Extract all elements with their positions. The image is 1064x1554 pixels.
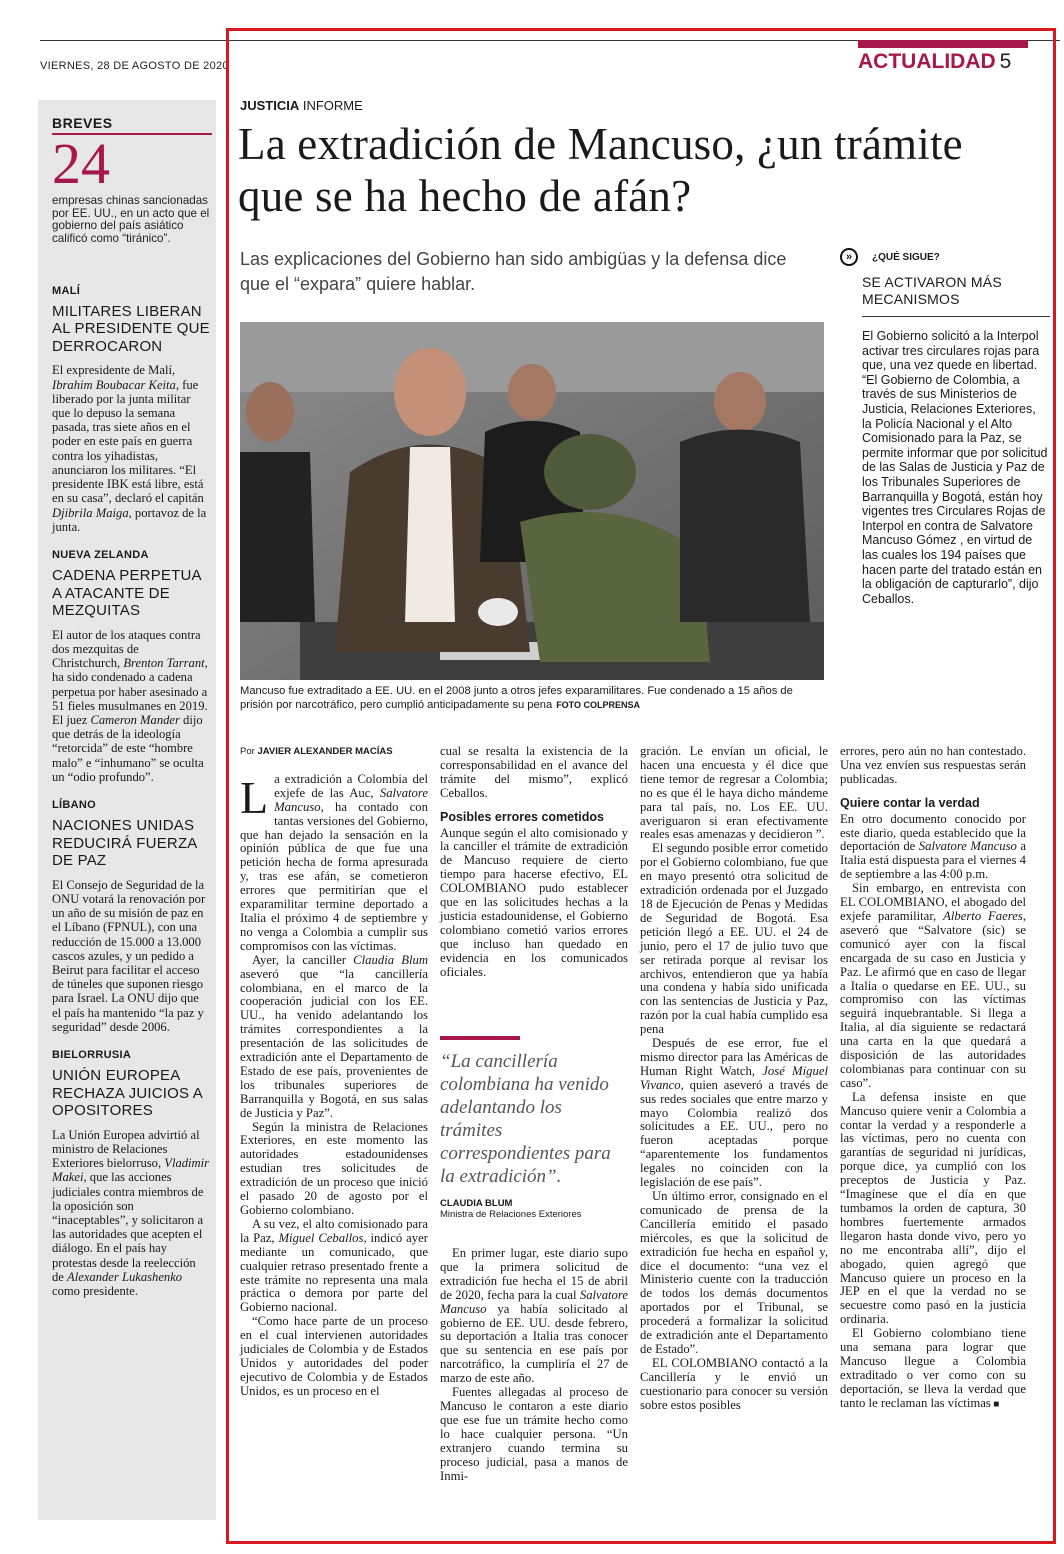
brief-headline: CADENA PERPETUA A ATACANTE DE MEZQUITAS — [52, 567, 201, 620]
paragraph: El Gobierno colombiano tiene una semana para lograr que Mancuso llegue a Colombia extraditado o ver como con su deportación, se lleva la verdad que tanto le reclaman las víctimas ■ — [840, 1326, 1026, 1410]
sidebar-items — [52, 284, 210, 1299]
paragraph: “Como hace parte de un proceso en el cual intervienen autoridades judiciales de Colombia y de Estados Unidos y autoridades del poder ejecutivo de Colombia y de Estados Unidos, es un proceso en el — [240, 1314, 428, 1398]
subhead-truth: Quiere contar la verdad — [840, 795, 980, 810]
byline-name: JAVIER ALEXANDER MACÍAS — [257, 746, 393, 757]
paragraph: El segundo posible error cometido por el Gobierno colombiano, fue que en mayo presentó otra solicitud de extradición ordenada por el Juzgado 18 de Ejecución de Penas y Medidas de Seguridad de Bogotá. Esa petición llegó a EE. UU. el 24 de junio, pero el 17 de julio tuvo que ser retirada porque al revisar los archivos, entendieron que ya había una condena y había sido unificada con las sentencias de Justicia y Paz, razón por la cual había cumplido esa pena — [640, 841, 828, 1037]
column-2-body: Aunque según el alto comisionado y la canciller el trámite de extradición de Mancuso requiere de cierto tiempo para hacerse efectivo, EL COLOMBIANO pudo establecer que en las solicitudes hechas a la justicia estadounidense, el Gobierno colombiano cometió varios errores que incluso han quedado en evidencia en los comunicados oficiales. — [440, 825, 628, 979]
byline-prefix: Por — [240, 746, 255, 757]
paragraph: EL COLOMBIANO contactó a la Cancillería y le envió un cuestionario para conocer su versión sobre estos posibles — [640, 1355, 828, 1412]
brief-headline: UNIÓN EUROPEA RECHAZA JUICIOS A OPOSITORES — [52, 1067, 203, 1120]
kicker-rest: INFORME — [302, 98, 363, 113]
double-chevron-right-icon: » — [840, 248, 858, 266]
subhead-errors: Posibles errores cometidos — [440, 809, 604, 824]
big-number-text: empresas chinas sancionadas por EE. UU., en un acto que el gobierno del país asiático calificó como “tiránico”. — [52, 194, 210, 246]
paragraph: En otro documento conocido por este diario, queda establecido que la deportación de Salvatore Mancuso a Italia está dispuesta para el viernes 4 de septiembre a las 4:00 p.m. — [840, 811, 1027, 882]
brief-kicker: BIELORRUSIA — [52, 1048, 132, 1061]
paragraph: La extradición a Colombia del exjefe de las Auc, Salvatore Mancuso, ha contado con tantas versiones del Gobierno, que han dejado la sensación en la opinión pública de que fue una petición hecha de forma apresurada y, tras ese afán, se cometieron errores que permitirían que el exparamilitar termine deportado a Italia el próximo 4 de septiembre y no venga a Colombia a cumplir sus compromisos con las víctimas. — [240, 771, 428, 953]
paragraph: Según la ministra de Relaciones Exteriores, en este momento las autoridades estadounidenses estudian tres solicitudes de extradición de un proceso que inició el pasado 20 de agosto por el Gobierno colombiano. — [240, 1119, 428, 1217]
column-4-top: errores, pero aún no han contestado. Una vez envíen sus respuestas serán publicadas. — [840, 744, 1026, 786]
kicker-bold: JUSTICIA — [240, 98, 300, 113]
big-number: 24 — [52, 131, 110, 197]
paragraph: Ayer, la canciller Claudia Blum aseveró que “la cancillería colombiana, en el marco de la cooperación judicial con los EE. UU., ha venido adelantando los trámites correspondientes a la presentación de las solicitudes de extradición ante el Departamento de Estado de ese país, provenientes de los tribunales superiores de Barranquilla y Bogotá, en sus salas de Justicia y Paz”. — [240, 952, 429, 1120]
issue-date: VIERNES, 28 DE AGOSTO DE 2020 — [40, 60, 229, 72]
pull-quote-name: CLAUDIA BLUM — [440, 1198, 513, 1209]
brief-kicker: LÍBANO — [52, 798, 96, 811]
brief-body: El autor de los ataques contra dos mezquitas de Christchurch, Brenton Tarrant, ha sido condenado a cadena perpetua por haber asesinado a 51 fieles musulmanes en 2019. El juez Cameron Mander dijo que detrás de la ideología “retorcida” de este “hombre malo” e “inhumano” se oculta un “odio profundo”. — [52, 627, 208, 784]
box-body: El Gobierno solicitó a la Interpol activar tres circulares rojas para que, una vez quede en libertad. “El Gobierno de Colombia, a través de sus Ministerios de Justicia, Relaciones Exteriores, la Policía Nacional y el Alto Comisionado para la Paz, se permite informar que por solicitud de las Salas de Justicia y Paz de los Tribunales Superiores de Barranquilla y Bogotá, están hoy vigentes tres Circulares Rojas de Interpol en contra de Salvatore Mancuso Gómez , en virtud de las cuales los 194 países que hacen parte del tratado están en la obligación de capturarlo”, dijo Ceballos. — [862, 329, 1048, 606]
paragraph: La defensa insiste en que Mancuso quiere venir a Colombia a contar la verdad y a responderle a las víctimas, pero no cuenta con garantías de seguridad ni jurídicas, porque dice, ya cumplió con los preceptos de Justicia y Paz. “Imagínese que el día en que tumbamos la orden de captura, 30 hombres fuertemente armados llegaron hasta donde vivo, pero yo no me encontraba allí”, dijo el abogado, quien agregó que Mancuso quiere un proceso en la JEP en el que la verdad no se secuestre como pasó en la justicia ordinaria. — [840, 1089, 1026, 1327]
caption-text: Mancuso fue extraditado a EE. UU. en el 2008 junto a otros jefes exparamilitares. Fue condenado a 15 años de prisión por narcotráfico, pero cumplió anticipadamente su pena — [240, 685, 793, 711]
sidebar-brief — [52, 548, 210, 784]
brief-body: La Unión Europea advirtió al ministro de Relaciones Exteriores bielorruso, Vladimir Makei, que las acciones judiciales contra miembros de la oposición son “inaceptables”, y solicitaron a las autoridades que acepten el diálogo. En el país hay protestas desde la reelección de Alexander Lukashenko como presidente. — [52, 1127, 210, 1298]
box-kicker: ¿QUÉ SIGUE? — [872, 251, 940, 263]
paragraph: Después de ese error, fue el mismo director para las Américas de Human Right Watch, José Miguel Vivanco, quien aseveró a través de sus redes sociales que entre marzo y mayo Colombia realizó dos solicitudes a EE. UU., pero no fueron aceptadas porque “aparentemente los fundamentos legales no coinciden con la legislación de ese país”. — [640, 1036, 828, 1190]
end-mark: ■ — [990, 1398, 1000, 1410]
sidebar-brief — [52, 798, 210, 1034]
photo-credit: FOTO COLPRENSA — [556, 700, 641, 710]
brief-body: El expresidente de Malí, Ibrahim Boubacar Keita, fue liberado por la junta militar que lo depuso la semana pasada, tras siete años en el poder en este país en guerra contra los yihadistas, anunciaron los militares. “El presidente IBK está libre, está en su casa”, declaró el capitán Djibrila Maiga, portavoz de la junta. — [52, 363, 207, 534]
paragraph: A su vez, el alto comisionado para la Paz, Miguel Ceballos, indicó ayer mediante un comunicado, que cualquier retraso presentado frente a este trámite no representa una mala práctica o demora por parte del Gobierno nacional. — [240, 1216, 428, 1315]
box-headline: SE ACTIVARON MÁS MECANISMOS — [862, 274, 1002, 307]
brief-headline: MILITARES LIBERAN AL PRESIDENTE QUE DERROCARON — [52, 302, 210, 355]
article-deck: Las explicaciones del Gobierno han sido ambigüas y la defensa dice que el “expara” quiere hablar. — [240, 249, 787, 294]
article-headline: La extradición de Mancuso, ¿un trámite que se ha hecho de afán? — [238, 119, 963, 221]
breves-title: BREVES — [52, 115, 113, 131]
brief-headline: NACIONES UNIDAS REDUCIRÁ FUERZA DE PAZ — [52, 817, 197, 870]
brief-kicker: MALÍ — [52, 284, 81, 297]
highlight-frame — [226, 28, 1056, 1544]
breves-sidebar — [52, 116, 210, 1298]
drop-cap: L — [240, 771, 269, 823]
paragraph: gración. Le envían un oficial, le hacen una encuesta y él dice que tiene temor de regresar a Colombia; no es que él le haya dicho mándeme para tal país, no. Los EE. UU. averiguaron si eran efectivamente reales esas amenazas y decidieron ”. — [640, 744, 828, 842]
paragraph: Fuentes allegadas al proceso de Mancuso le contaron a este diario que ese fue un trámite hecho como lo hace cualquier persona. “Un extranjero cuando termina su proceso judicial, pasa a manos de Inmi- — [440, 1385, 628, 1483]
sidebar-brief — [52, 284, 210, 534]
section-name: ACTUALIDAD — [858, 50, 996, 73]
brief-kicker: NUEVA ZELANDA — [52, 548, 149, 561]
pull-quote-role: Ministra de Relaciones Exteriores — [440, 1209, 582, 1220]
paragraph: En primer lugar, este diario supo que la primera solicitud de extradición fue hecha el 15 de abril de 2020, fecha para la cual Salvatore Mancuso ya había solicitado al gobierno de EE. UU. desde febrero, su deportación a Italia tras conocer que su sentencia en ese país por narcotráfico, la cumpliría el 27 de marzo de este año. — [440, 1246, 628, 1386]
sidebar-brief — [52, 1048, 210, 1298]
brief-body: El Consejo de Seguridad de la ONU votará la renovación por un año de su misión de paz en el Líbano (FPNUL), con una reducción de 15.000 a 13.000 cascos azules, y un pedido a Beirut para facilitar el acceso de túneles que suponen riesgo para Israel. La ONU dijo que el país ha mantenido “la paz y seguridad” desde 2006. — [52, 877, 206, 1034]
paragraph: Un último error, consignado en el comunicado de prensa de la Cancillería emitido el pasado miércoles, es que la solicitud de extradición fue hecha en español y, dice el documento: “una vez el Ministerio cuente con la traducción de todos los demás documentos aportados por el Tribunal, se procederá a formalizar la solicitud de extradición ante el Departamento de Estado”. — [640, 1189, 828, 1356]
paragraph: Sin embargo, en entrevista con EL COLOMBIANO, el abogado del exjefe paramilitar, Alberto Faeres, aseveró que “Salvatore (sic) se comunicó ayer con la fiscal encargada de su caso en Justicia y Paz. Le afirmó que en caso de llegar a Italia o quedarse en EE. UU., su compromiso con las víctimas seguirá inquebrantable. Si llega a Italia, al día siguiente se redactará una carta en la que quedará a disposición de las autoridades colombianas para continuar con su caso”. — [840, 881, 1026, 1090]
pull-quote-text: “La cancillería colombiana ha venido adelantando los trámites correspondientes para la extradición”. — [440, 1051, 611, 1187]
page-number: 5 — [999, 50, 1012, 73]
column-2-top: cual se resalta la existencia de la corresponsabilidad en el avance del trámite del mismo”, explicó Ceballos. — [440, 744, 628, 800]
